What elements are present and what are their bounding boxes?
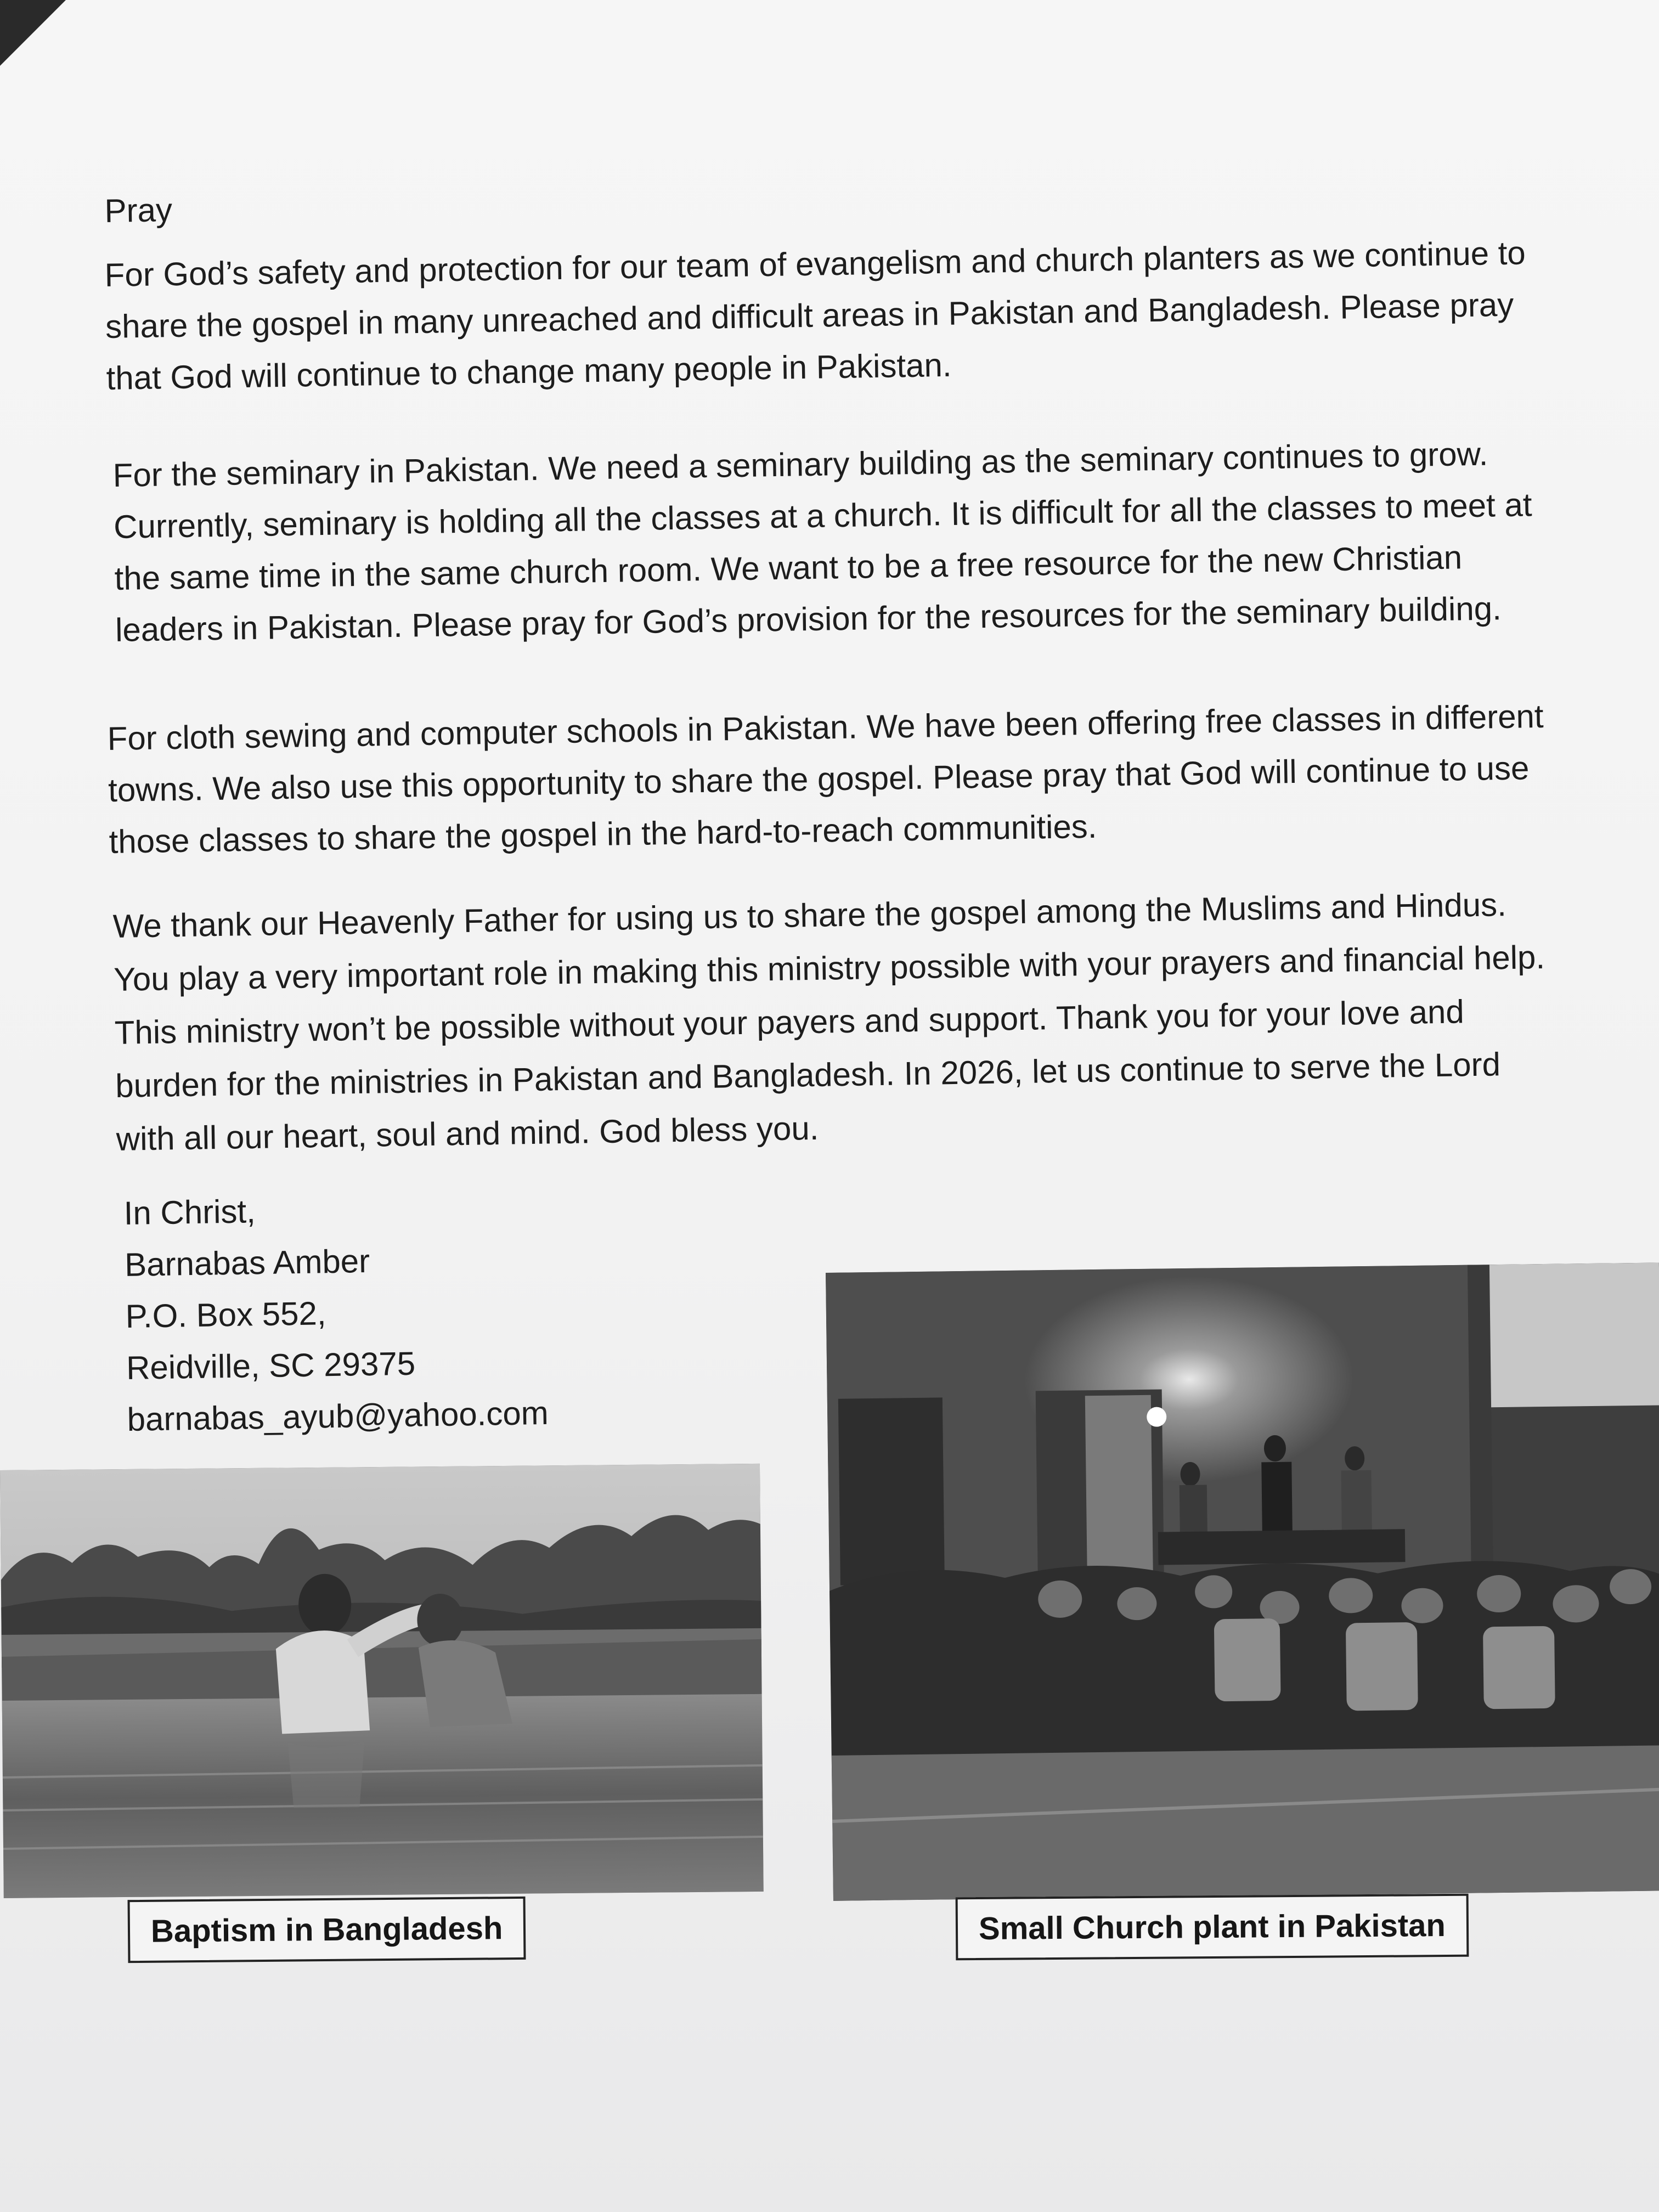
sender-name: Barnabas Amber (124, 1242, 370, 1283)
page-corner-shadow (0, 0, 66, 66)
email-address: barnabas_ayub@yahoo.com (127, 1394, 549, 1438)
po-box: P.O. Box 552, (125, 1295, 326, 1335)
baptism-photo (0, 1464, 764, 1898)
church-plant-photo (826, 1262, 1659, 1900)
prayer-paragraph-3: For cloth sewing and computer schools in Pakistan. We have been offering free classes in different towns. We also use this opportunity to share the gospel. Please pray that God will continue to use those classes to share the gospel in the hard-to-reach communities. (107, 697, 1544, 860)
closing-line: In Christ, (123, 1193, 256, 1232)
signature-block (123, 1181, 549, 1446)
thanks-paragraph: We thank our Heavenly Father for using us to share the gospel among the Muslims and Hindus. You play a very important role in making this ministry possible with your prayers and financial help. This ministry won’t be possible without your payers and support. Thank you for your love and burden for the ministries in Pakistan and Bangladesh. In 2026, let us continue to serve the Lord with all our heart, soul and mind. God bless you. (112, 886, 1545, 1158)
church-plant-caption: Small Church plant in Pakistan (956, 1894, 1469, 1961)
city-state-zip: Reidville, SC 29375 (126, 1345, 416, 1386)
baptism-caption: Baptism in Bangladesh (128, 1897, 526, 1963)
prayer-paragraph-1: For God’s safety and protection for our team of evangelism and church planters as we continue to share the gospel in many unreached and difficult areas in Pakistan and Bangladesh. Please pray that God will continue to change many people in Pakistan. (104, 234, 1526, 397)
letter-heading: Pray (104, 191, 173, 229)
prayer-paragraph-2: For the seminary in Pakistan. We need a seminary building as the seminary continues to grow. Currently, seminary is holding all the classes at a church. It is difficult for all the classes to meet at the same time in the same church room. We want to be a free resource for the new Christian leaders in Pakistan. Please pray for God’s provision for the resources for the seminary building. (112, 435, 1532, 648)
